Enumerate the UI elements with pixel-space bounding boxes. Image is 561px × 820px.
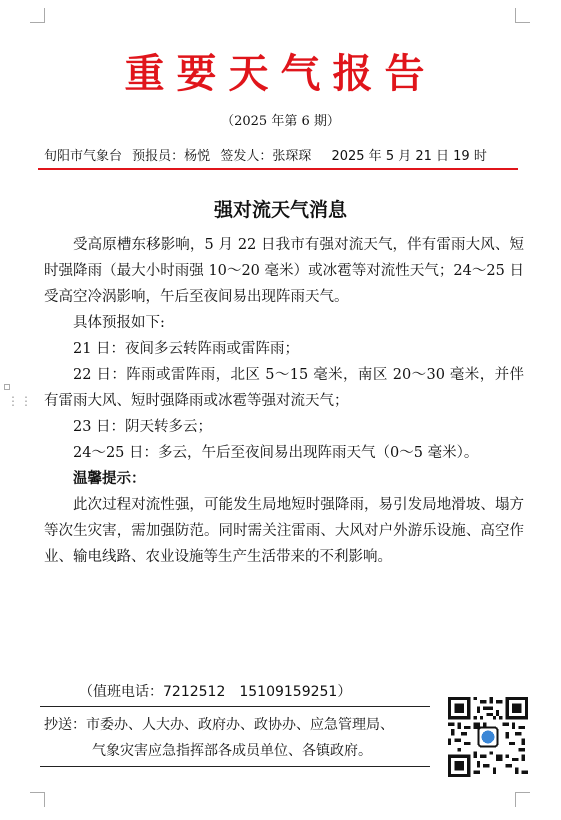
cc-line-2: 气象灾害应急指挥部各成员单位、各镇政府。 (92, 743, 372, 759)
forecast-day-21: 21 日：夜间多云转阵雨或雷阵雨； (73, 341, 300, 357)
qr-code-icon (448, 697, 528, 777)
report-subtitle: 强对流天气消息 (213, 199, 347, 221)
forecaster: 预报员：杨悦 (132, 149, 211, 164)
report-body (44, 232, 524, 570)
issue-number: （2025 年第 6 期） (221, 114, 340, 129)
crop-mark-bottom-right (515, 792, 530, 807)
crop-mark-bottom-left (30, 792, 45, 807)
signer: 签发人：张琛琛 (220, 149, 312, 164)
red-divider (38, 168, 518, 170)
tip-text: 此次过程对流性强，可能发生局地短时强降雨，易引发局地滑坡、塌方等次生灾害，需加强防范。同时需关注雷雨、大风对户外游乐设施、高空作业、输电线路、农业设施等生产生活带来的不利影响。 (44, 497, 524, 565)
report-headline: 重要天气报告 (124, 50, 437, 97)
forecast-day-24-25: 24～25 日：多云，午后至夜间易出现阵雨天气（0～5 毫米）。 (73, 445, 479, 461)
report-meta (44, 148, 524, 166)
drag-handle-icon[interactable]: ⋮⋮ (7, 394, 33, 408)
crop-mark-top-right (515, 8, 530, 23)
forecast-day-23: 23 日：阴天转多云； (73, 419, 213, 435)
tip-label: 温馨提示： (73, 470, 146, 487)
anchor-icon (4, 384, 10, 390)
duty-phone: （值班电话：7212512 15109159251） (79, 684, 352, 700)
crop-mark-top-left (30, 8, 45, 23)
forecast-day-22: 22 日：阵雨或雷阵雨，北区 5～15 毫米，南区 20～30 毫米，并伴有雷雨大风、短时强降雨或冰雹等强对流天气； (44, 367, 524, 409)
cc-list (44, 712, 444, 764)
footer-rule-bottom (40, 766, 430, 767)
cc-line-1: 抄送：市委办、人大办、政府办、政协办、应急管理局、 (44, 717, 394, 733)
issue-datetime: 2025 年 5 月 21 日 19 时 (331, 149, 487, 164)
paragraph-summary: 受高原槽东移影响，5 月 22 日我市有强对流天气，伴有雷雨大风、短时强降雨（最大小时雨强 10～20 毫米）或冰雹等对流性天气；24～25 日受高空冷涡影响，午后至夜间易出现阵雨天气。 (44, 237, 524, 305)
paragraph-intro: 具体预报如下: (73, 315, 165, 331)
footer-rule-top (40, 706, 430, 707)
agency: 旬阳市气象台 (44, 149, 123, 164)
